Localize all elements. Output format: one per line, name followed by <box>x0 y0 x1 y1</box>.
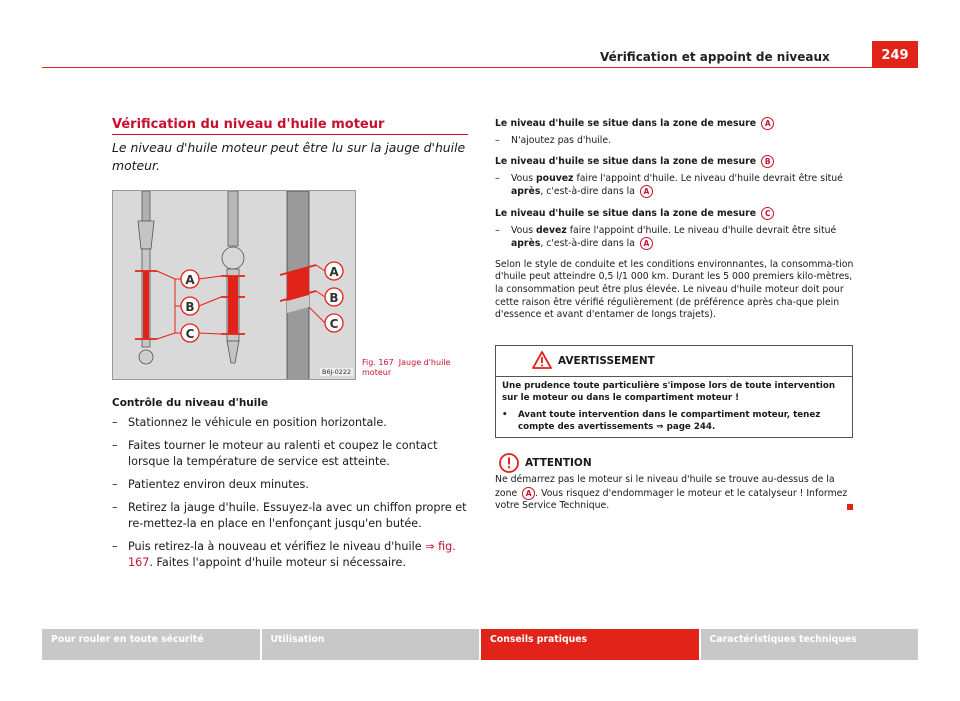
page-number: 249 <box>872 41 918 67</box>
footer-tab-safety[interactable]: Pour rouler en toute sécurité <box>42 629 260 660</box>
attention-icon <box>499 453 519 473</box>
footer-nav <box>42 629 918 660</box>
control-section <box>112 395 468 578</box>
section-title: Vérification du niveau d'huile moteur <box>112 117 385 132</box>
level-b-heading: Le niveau d'huile se situe dans la zone de mesure B <box>495 155 855 169</box>
zone-b-badge: B <box>761 155 774 168</box>
dipstick-illustration <box>113 191 356 380</box>
attention-title: ATTENTION <box>525 457 592 469</box>
label-a-text: A <box>185 273 195 287</box>
level-c-heading: Le niveau d'huile se situe dans la zone de mesure C <box>495 207 855 221</box>
label-c-text-right: C <box>329 317 339 331</box>
level-b-item: – Vous pouvez faire l'appoint d'huile. Le niveau d'huile devrait être situé après, c'est-à-dire dans la A <box>495 172 843 198</box>
footer-tab-operation[interactable]: Utilisation <box>262 629 480 660</box>
figure-link[interactable]: ⇒ fig. 167 <box>128 540 456 569</box>
warning-box <box>495 345 853 438</box>
zone-a-badge: A <box>761 117 774 130</box>
consumption-paragraph: Selon le style de conduite et les conditions environnantes, la consomma-tion d'huile peut atteindre 0,5 l/1 000 km. Durant les 5 000 premiers kilo-mètres, la consommation peut être plus élevée. Le niveau d'huile moteur doit pour cette raison être vérifié régulièrement (de préférence après cha-que plein d'essence et avant d'entamer de longs trajets). <box>495 258 854 321</box>
warning-text: Une prudence toute particulière s'impose lors de toute intervention sur le moteur ou dans le compartiment moteur ! <box>502 381 836 403</box>
label-c-text: C <box>185 327 195 341</box>
figure-caption <box>362 358 472 378</box>
step-item: – Retirez la jauge d'huile. Essuyez-la avec un chiffon propre et re-mettez-la en place en l'enfonçant jusqu'en butée. <box>112 501 467 530</box>
step-item: – Stationnez le véhicule en position horizontale. <box>112 416 387 429</box>
footer-tab-practical-tips[interactable]: Conseils pratiques <box>481 629 699 660</box>
dipstick-figure <box>112 190 356 380</box>
zone-a-badge: A <box>522 487 535 500</box>
running-header: Vérification et appoint de niveaux <box>600 50 830 64</box>
warning-triangle-icon <box>532 351 552 369</box>
section-end-mark <box>847 504 853 510</box>
warning-body <box>496 377 852 437</box>
label-b-text-right: B <box>329 291 339 305</box>
label-a-text-right: A <box>329 265 339 279</box>
step-item: – Patientez environ deux minutes. <box>112 478 309 491</box>
control-title: Contrôle du niveau d'huile <box>112 397 269 409</box>
section-intro: Le niveau d'huile moteur peut être lu sur la jauge d'huile moteur. <box>112 140 466 173</box>
zone-a-badge: A <box>640 185 653 198</box>
warning-header <box>496 346 852 377</box>
warning-bullet: • Avant toute intervention dans le compartiment moteur, tenez compte des avertissements ⇒ page 244. <box>502 410 821 432</box>
level-c-item: – Vous devez faire l'appoint d'huile. Le niveau d'huile devrait être situé après, c'est-à-dire dans la A <box>495 224 837 250</box>
section-rule <box>112 134 468 135</box>
zone-c-badge: C <box>761 207 774 220</box>
step-item: – Faites tourner le moteur au ralenti et coupez le contact lorsque la température de service est atteinte. <box>112 439 438 468</box>
level-a-item: – N'ajoutez pas d'huile. <box>495 134 612 146</box>
zone-a-badge: A <box>640 237 653 250</box>
label-b-text: B <box>185 300 195 314</box>
caption-number: Fig. 167 <box>362 358 394 367</box>
figure-code: B6J-0222 <box>322 368 352 376</box>
levels-section <box>495 117 855 332</box>
warning-title: AVERTISSEMENT <box>558 355 655 367</box>
attention-body: Ne démarrez pas le moteur si le niveau d'huile se trouve au-dessus de la zone A . Vous risquez d'endommager le moteur et le catalyseur ! Informez votre Service Technique. <box>495 474 848 512</box>
level-a-heading: Le niveau d'huile se situe dans la zone de mesure A <box>495 117 855 131</box>
caption-text: Jauge d'huile moteur <box>362 358 451 377</box>
footer-tab-technical[interactable]: Caractéristiques techniques <box>701 629 919 660</box>
step-item: – Puis retirez-la à nouveau et vérifiez le niveau d'huile ⇒ fig. 167. Faites l'appoint d'huile moteur si nécessaire. <box>112 540 456 569</box>
header-rule <box>42 67 918 68</box>
